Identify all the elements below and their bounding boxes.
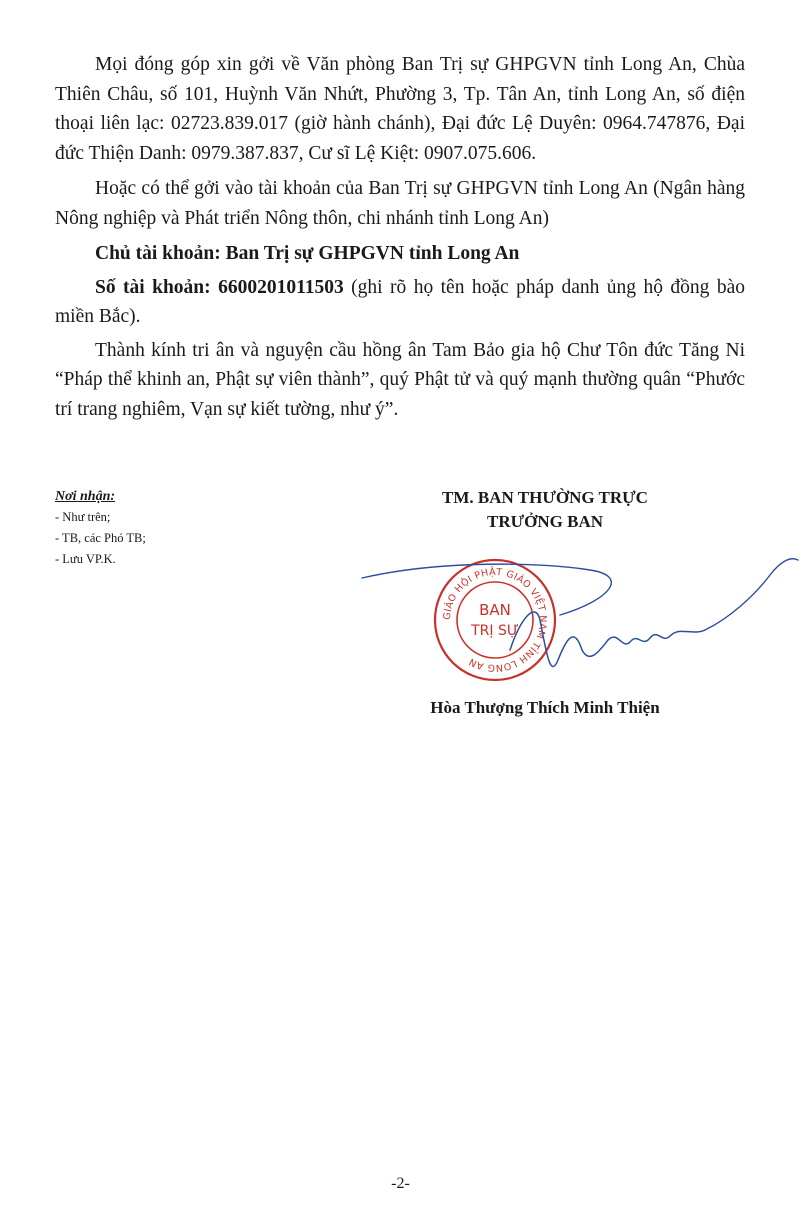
signature-title: TM. BAN THƯỜNG TRỰC <box>442 488 648 507</box>
recipients-title: Nơi nhận: <box>55 489 116 504</box>
handwritten-signature <box>360 540 800 690</box>
account-number: Số tài khoản: 6600201011503 <box>95 276 344 298</box>
letter-body <box>55 50 745 430</box>
page-number: -2- <box>391 1175 410 1192</box>
recipient-item: - TB, các Phó TB; <box>55 531 146 545</box>
seal-center-text-2: TRỊ SỰ <box>471 623 519 639</box>
recipients-list <box>55 486 146 570</box>
account-number-note: (ghi rõ họ tên hoặc pháp danh ủng hộ đồng bào miền Bắc). <box>55 276 745 327</box>
recipient-item: - Như trên; <box>55 510 111 524</box>
account-number-paragraph <box>55 273 745 332</box>
signer-name: Hòa Thượng Thích Minh Thiện <box>430 698 660 717</box>
signature-heading <box>380 486 710 534</box>
recipient-item: - Lưu VP.K. <box>55 552 116 566</box>
gratitude-paragraph: Thành kính tri ân và nguyện cầu hồng ân Tam Bảo gia hộ Chư Tôn đức Tăng Ni “Pháp thể khinh an, Phật sự viên thành”, quý Phật tử và quý mạnh thường quân “Phước trí trang nghiêm, Vạn sự kiết tường, như ý”. <box>55 339 745 420</box>
seal-center-text-1: BAN <box>479 601 511 619</box>
signature-role: TRƯỞNG BAN <box>486 512 603 531</box>
seal-ring-text: GIÁO HỘI PHẬT GIÁO VIỆT NAM TỈNH LONG AN <box>441 566 549 674</box>
account-holder: Chủ tài khoản: Ban Trị sự GHPGVN tỉnh Long An <box>95 243 520 264</box>
bank-paragraph: Hoặc có thể gởi vào tài khoản của Ban Trị sự GHPGVN tỉnh Long An (Ngân hàng Nông nghiệp và Phát triển Nông thôn, chi nhánh tỉnh Long An) <box>55 178 745 229</box>
contact-paragraph: Mọi đóng góp xin gởi về Văn phòng Ban Trị sự GHPGVN tỉnh Long An, Chùa Thiên Châu, số 101, Huỳnh Văn Nhứt, Phường 3, Tp. Tân An, tỉnh Long An, số điện thoại liên lạc: 02723.839.017 (giờ hành chánh), Đại đức Lệ Duyên: 0964.747876, Đại đức Thiện Danh: 0979.387.837, Cư sĩ Lệ Kiệt: 0907.075.606. <box>55 54 745 164</box>
